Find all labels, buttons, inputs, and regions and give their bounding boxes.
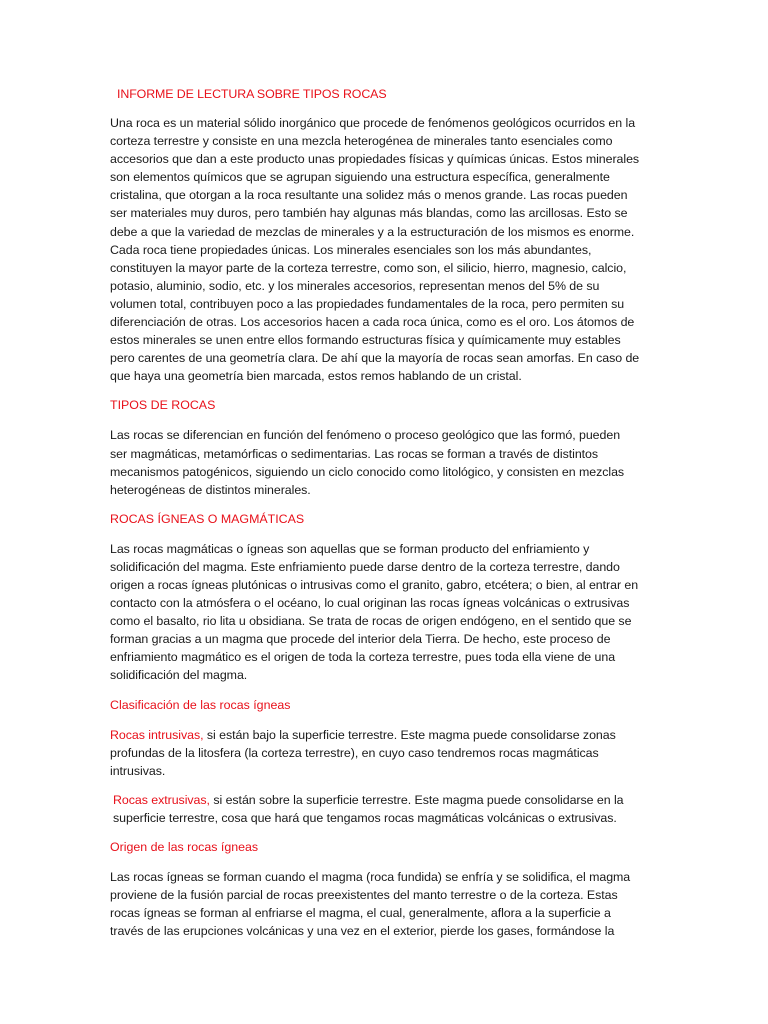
extrusivas-text: si están sobre la superficie terrestre. Este magma puede consolidarse en la superficie terrestre, cosa que hará que tengamos rocas magmáticas volcánicas o extrusivas. [113,792,624,825]
origen-paragraph: Las rocas ígneas se forman cuando el magma (roca fundida) se enfría y se solidifica, el magma proviene de la fusión parcial de rocas preexistentes del manto terrestre o de la corteza. Estas rocas ígneas se forman al enfriarse el magma, el cual, generalmente, aflora a la superficie a través de las erupciones volcánicas y una vez en el exterior, pierde los gases, formándose la [110,870,631,939]
igneas-heading: ROCAS ÍGNEAS O MAGMÁTICAS [110,511,305,526]
extrusivas-term: Rocas extrusivas, [113,792,210,807]
clasificacion-heading: Clasificación de las rocas ígneas [110,697,291,712]
intrusivas-text: si están bajo la superficie terrestre. Este magma puede consolidarse zonas profundas de la litosfera (la corteza terrestre), en cuyo caso tendremos rocas magmáticas intrusivas. [110,727,616,778]
document-page [110,86,640,951]
document-title: INFORME DE LECTURA SOBRE TIPOS ROCAS [117,87,387,101]
igneas-paragraph: Las rocas magmáticas o ígneas son aquellas que se forman producto del enfriamiento y solidificación del magma. Este enfriamiento puede darse dentro de la corteza terrestre, dando origen a rocas ígneas plutónicas o intrusivas como el granito, gabro, etcétera; o bien, al entrar en contacto con la atmósfera o el océano, lo cual originan las rocas ígneas volcánicas o extrusivas como el basalto, rio lita u obsidiana. Se trata de rocas de origen endógeno, en el sentido que se forman gracias a un magma que procede del interior dela Tierra. De hecho, este proceso de enfriamiento magmático es el origen de toda la corteza terrestre, pues toda ella viene de una solidificación del magma. [110,541,639,683]
intrusivas-term: Rocas intrusivas, [110,727,204,742]
tipos-heading: TIPOS DE ROCAS [110,398,216,413]
intrusivas-paragraph [110,726,640,780]
tipos-paragraph: Las rocas se diferencian en función del fenómeno o proceso geológico que las formó, pueden ser magmáticas, metamórficas o sedimentarias. Las rocas se forman a través de distintos mecanismos patogénicos, siguiendo un ciclo conocido como litológico, y consisten en mezclas heterogéneas de distintos minerales. [110,428,625,497]
intro-paragraph: Una roca es un material sólido inorgánico que procede de fenómenos geológicos ocurridos en la corteza terrestre y consiste en una mezcla heterogénea de minerales tanto esenciales como accesorios que dan a este producto unas propiedades físicas y químicas únicas. Estos minerales son elementos químicos que se agrupan siguiendo una estructura específica, generalmente cristalina, que otorgan a la roca resultante una solidez más o menos grande. Las rocas pueden ser materiales muy duros, pero también hay algunas más blandas, como las arcillosas. Esto se debe a que la variedad de mezclas de minerales y a la estructuración de los mismos es enorme. Cada roca tiene propiedades únicas. Los minerales esenciales son los más abundantes, constituyen la mayor parte de la corteza terrestre, como son, el silicio, hierro, magnesio, calcio, potasio, aluminio, sodio, etc. y los minerales accesorios, representan menos del 5% de su volumen total, contribuyen poco a las propiedades fundamentales de la roca, pero permiten su diferenciación de otras. Los accesorios hacen a cada roca única, como es el oro. Los átomos de estos minerales se unen entre ellos formando estructuras física y químicamente muy estables pero carentes de una geometría clara. De ahí que la mayoría de rocas sean amorfas. En caso de que haya una geometría bien marcada, estos remos hablando de un cristal. [110,116,640,384]
extrusivas-paragraph [110,791,640,827]
origen-heading: Origen de las rocas ígneas [110,840,259,854]
